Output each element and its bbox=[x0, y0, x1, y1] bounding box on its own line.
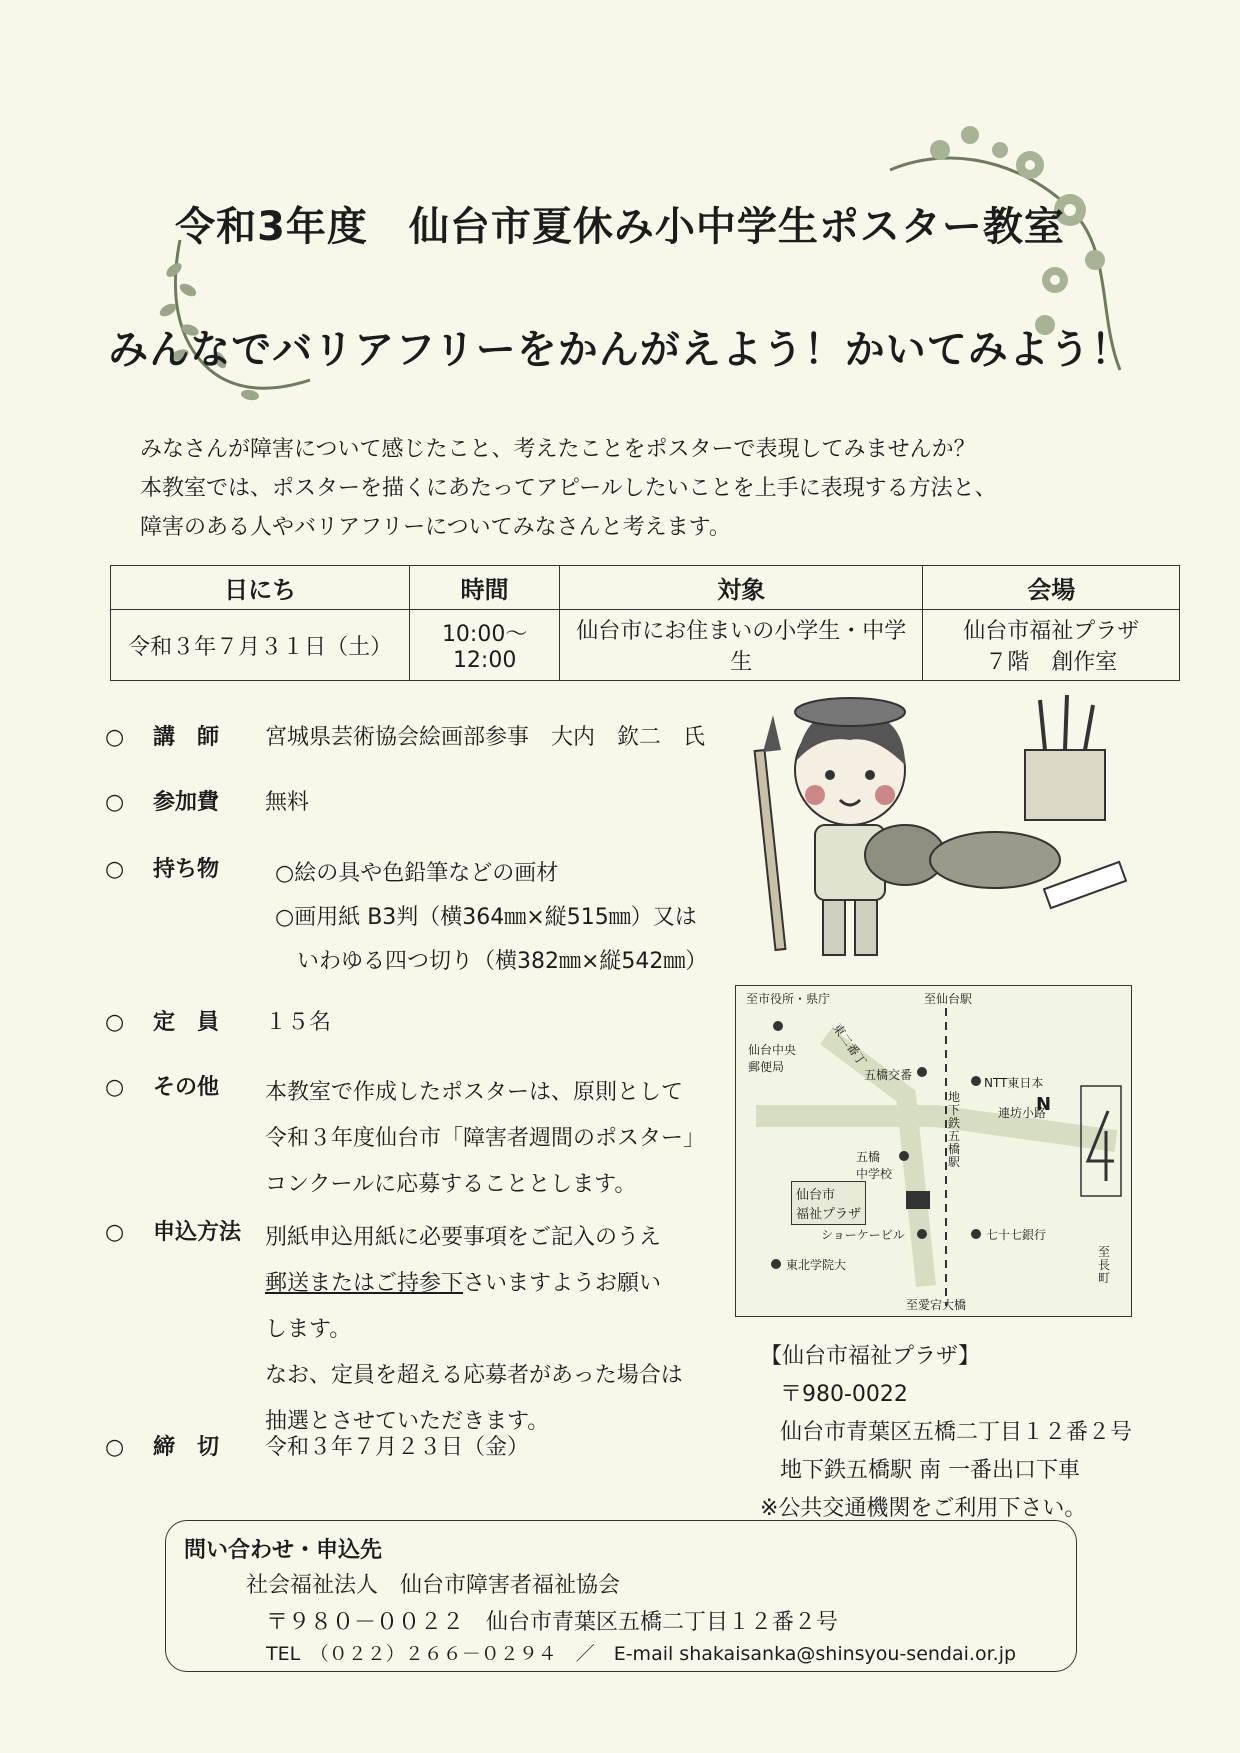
other-line: コンクールに応募することとします。 bbox=[265, 1172, 637, 1197]
contact-tel-email[interactable]: TEL （０２２）２６６－０２９４ ／ E-mail shakaisanka@shinsyou-sendai.or.jp bbox=[266, 1643, 1017, 1665]
intro-text bbox=[140, 430, 1100, 547]
bullet: ○ bbox=[105, 1010, 125, 1035]
venue-line: 仙台市福祉プラザ bbox=[963, 619, 1140, 644]
header-time: 時間 bbox=[410, 566, 560, 610]
detail-label: その他 bbox=[153, 1075, 220, 1100]
intro-line: みなさんが障害について感じたこと、考えたことをポスターで表現してみませんか？ bbox=[140, 437, 976, 462]
contact-box bbox=[165, 1520, 1077, 1672]
cell-time: 10:00～12:00 bbox=[410, 610, 560, 681]
map-label: 地下鉄五橋駅 bbox=[948, 1090, 961, 1169]
map-plaza-label: 仙台市 福祉プラザ bbox=[791, 1181, 866, 1225]
apply-line: 抽選とさせていただきます。 bbox=[265, 1409, 550, 1434]
map-label: 五橋 中学校 bbox=[856, 1150, 893, 1181]
page-subtitle: みんなでバリアフリーをかんがえよう！かいてみよう！ bbox=[108, 327, 1132, 373]
apply-rest: さいますようお願い bbox=[463, 1271, 662, 1296]
bullet: ○ bbox=[105, 857, 125, 882]
other-line: 令和３年度仙台市「障害者週間のポスター」 bbox=[265, 1126, 706, 1151]
plaza-zip: 〒980-0022 bbox=[780, 1382, 908, 1407]
plaza-address: 仙台市青葉区五橋二丁目１２番２号 bbox=[780, 1420, 1133, 1445]
map-label: NTT東日本 bbox=[984, 1076, 1044, 1090]
contact-address: 〒９８０－００２２ 仙台市青葉区五橋二丁目１２番２号 bbox=[266, 1610, 839, 1635]
plaza-info bbox=[760, 1338, 1132, 1528]
plaza-note: ※公共交通機関をご利用下さい。 bbox=[760, 1496, 1087, 1521]
venue-line: ７階 創作室 bbox=[985, 650, 1118, 675]
items-line: ○絵の具や色鉛筆などの画材 bbox=[275, 861, 559, 886]
items-line: ○画用紙 B3判（横364㎜×縦515㎜）又は bbox=[275, 905, 697, 930]
map-label: 至市役所・県庁 bbox=[746, 992, 831, 1006]
access-map bbox=[735, 985, 1132, 1317]
cell-venue bbox=[923, 610, 1180, 681]
cell-date: 令和３年７月３１日（土） bbox=[111, 610, 410, 681]
detail-value: 宮城県芸術協会絵画部参事 大内 欽二 氏 bbox=[265, 725, 706, 750]
detail-label: 締 切 bbox=[153, 1435, 220, 1460]
map-label: 連坊小路 bbox=[998, 1106, 1047, 1120]
north-indicator: N bbox=[1036, 1094, 1052, 1115]
apply-line bbox=[265, 1261, 683, 1307]
intro-line: 障害のある人やバリアフリーについてみなさんと考えます。 bbox=[140, 515, 731, 540]
items-line: いわゆる四つ切り（横382㎜×縦542㎜） bbox=[297, 949, 708, 974]
contact-heading: 問い合わせ・申込先 bbox=[184, 1538, 383, 1563]
cell-target: 仙台市にお住まいの小学生・中学生 bbox=[559, 610, 922, 681]
plaza-access: 地下鉄五橋駅 南 一番出口下車 bbox=[780, 1458, 1080, 1483]
bullet: ○ bbox=[105, 1220, 125, 1245]
map-label: 至愛宕大橋 bbox=[906, 1298, 967, 1312]
child-painter-illustration bbox=[745, 690, 1145, 990]
header-venue: 会場 bbox=[923, 566, 1180, 610]
detail-label: 講 師 bbox=[153, 725, 220, 750]
apply-line: なお、定員を超える応募者があった場合は bbox=[265, 1363, 683, 1388]
other-line: 本教室で作成したポスターは、原則として bbox=[265, 1080, 684, 1105]
map-label: ショーケービル bbox=[821, 1228, 905, 1242]
intro-line: 本教室では、ポスターを描くにあたってアピールしたいことを上手に表現する方法と、 bbox=[140, 476, 997, 501]
apply-underlined: 郵送またはご持参下 bbox=[265, 1271, 464, 1296]
detail-label: 参加費 bbox=[153, 790, 220, 815]
map-label: 東北学院大 bbox=[786, 1258, 847, 1272]
detail-value: 令和３年７月２３日（金） bbox=[265, 1435, 530, 1460]
map-label: 至長町 bbox=[1098, 1245, 1111, 1285]
detail-label: 定 員 bbox=[153, 1010, 220, 1035]
detail-value: １５名 bbox=[265, 1010, 332, 1035]
detail-label: 申込方法 bbox=[153, 1220, 242, 1245]
map-label: 七十七銀行 bbox=[986, 1228, 1047, 1242]
contact-org: 社会福祉法人 仙台市障害者福祉協会 bbox=[246, 1573, 621, 1598]
header-date: 日にち bbox=[111, 566, 410, 610]
apply-line: 別紙申込用紙に必要事項をご記入のうえ bbox=[265, 1225, 662, 1250]
header-target: 対象 bbox=[559, 566, 922, 610]
plaza-name: 【仙台市福祉プラザ】 bbox=[760, 1344, 981, 1369]
schedule-table bbox=[110, 565, 1180, 681]
bullet: ○ bbox=[105, 1075, 125, 1100]
detail-label: 持ち物 bbox=[153, 857, 220, 882]
map-label: 東二番丁 bbox=[830, 1021, 870, 1069]
page-title: 令和3年度 仙台市夏休み小中学生ポスター教室 bbox=[175, 204, 1065, 250]
map-label: 五橋交番 bbox=[864, 1068, 913, 1082]
apply-line: します。 bbox=[265, 1317, 352, 1342]
bullet: ○ bbox=[105, 790, 125, 815]
map-label: 至仙台駅 bbox=[924, 992, 973, 1006]
map-label: 仙台中央 郵便局 bbox=[748, 1043, 797, 1074]
bullet: ○ bbox=[105, 725, 125, 750]
bullet: ○ bbox=[105, 1435, 125, 1460]
detail-value: 無料 bbox=[265, 790, 310, 815]
